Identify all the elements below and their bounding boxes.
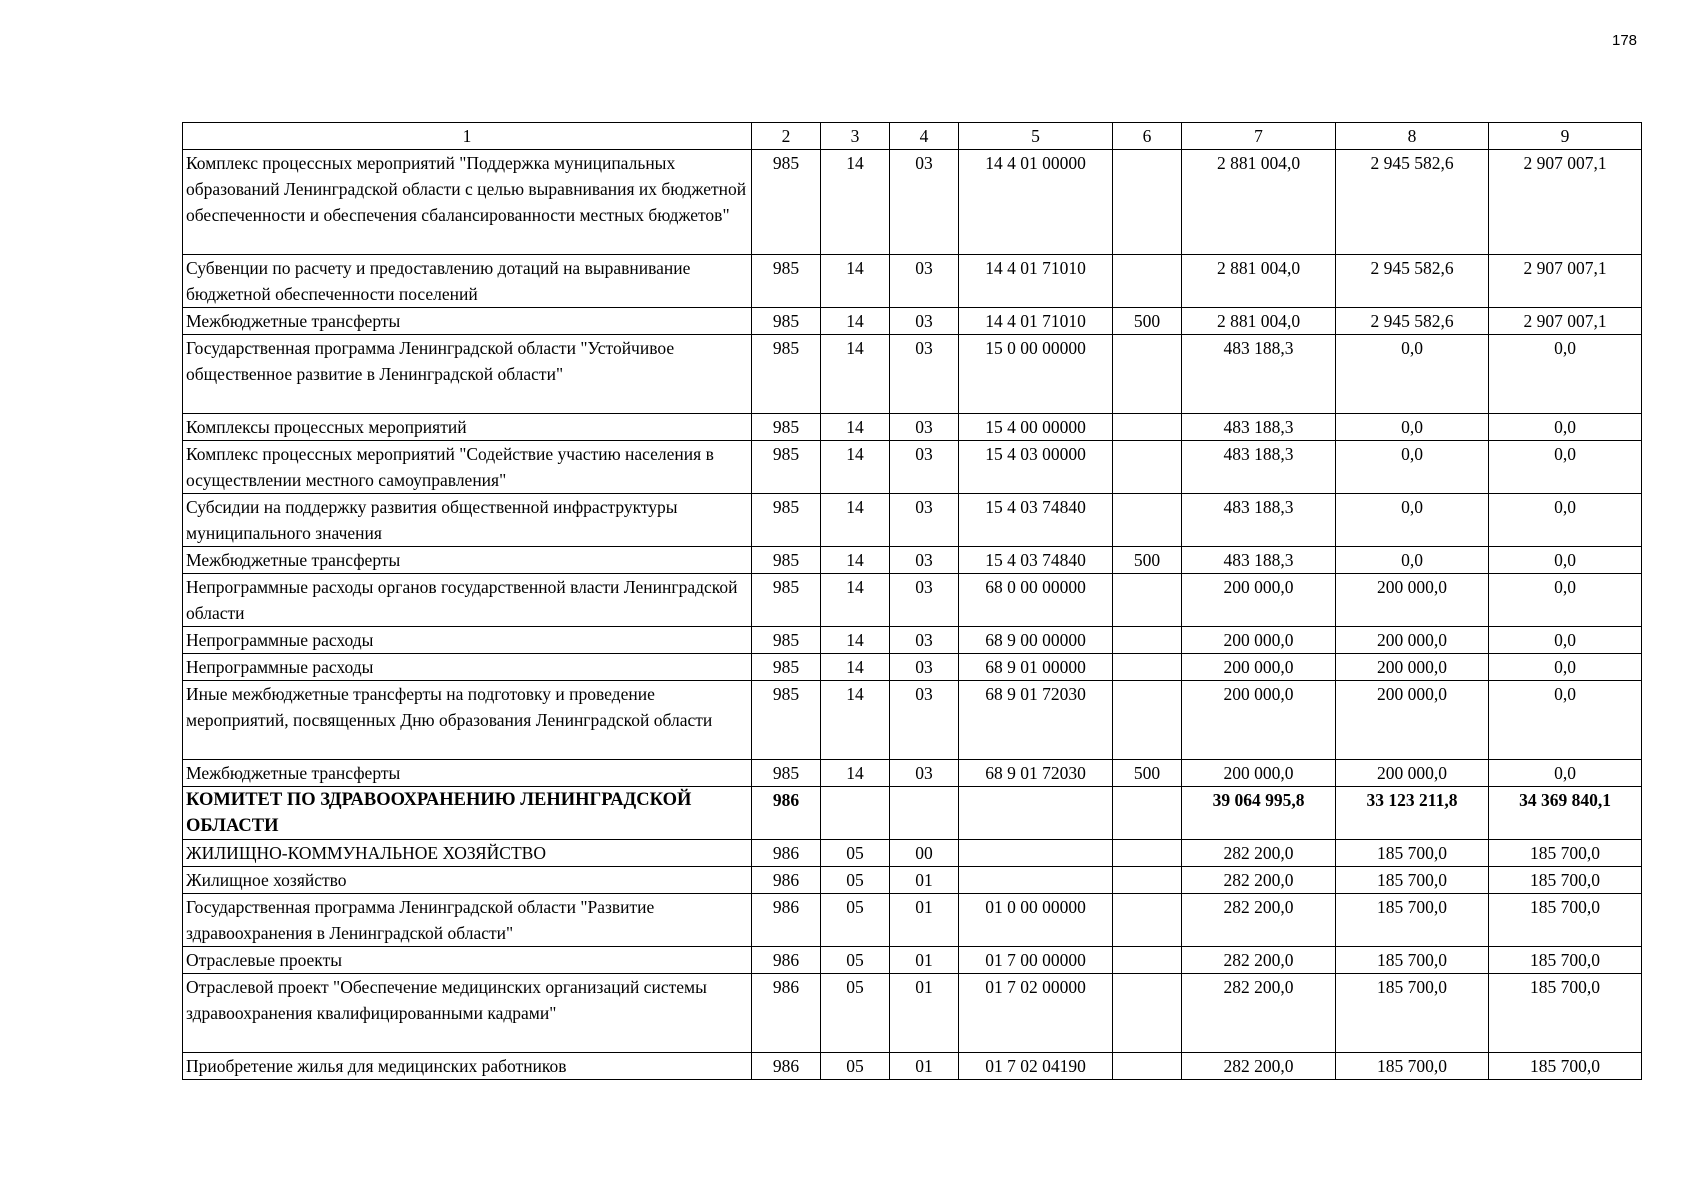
amount-8-cell: 185 700,0 — [1336, 867, 1489, 894]
code-4-cell: 03 — [890, 150, 959, 255]
row-label-cell: Непрограммные расходы — [183, 627, 752, 654]
row-label-cell: Комплекс процессных мероприятий "Содействие участию населения в осуществлении местного самоуправления" — [183, 441, 752, 494]
amount-9-cell: 185 700,0 — [1489, 974, 1642, 1053]
code-2-cell: 986 — [752, 867, 821, 894]
code-6-cell — [1113, 255, 1182, 308]
code-4-cell: 01 — [890, 974, 959, 1053]
table-row — [183, 760, 1642, 787]
code-3-cell: 14 — [821, 681, 890, 760]
code-5-cell: 01 7 02 04190 — [959, 1053, 1113, 1080]
code-6-cell — [1113, 654, 1182, 681]
code-2-cell: 986 — [752, 947, 821, 974]
amount-7-cell: 2 881 004,0 — [1182, 308, 1336, 335]
code-3-cell: 05 — [821, 974, 890, 1053]
code-6-cell: 500 — [1113, 308, 1182, 335]
amount-7-cell: 200 000,0 — [1182, 627, 1336, 654]
table-row — [183, 681, 1642, 760]
code-3-cell: 14 — [821, 760, 890, 787]
amount-7-cell: 2 881 004,0 — [1182, 150, 1336, 255]
row-label-cell: Субвенции по расчету и предоставлению дотаций на выравнивание бюджетной обеспеченности поселений — [183, 255, 752, 308]
budget-table — [182, 122, 1642, 1080]
code-5-cell: 15 4 03 74840 — [959, 494, 1113, 547]
code-6-cell — [1113, 335, 1182, 414]
amount-8-cell: 0,0 — [1336, 414, 1489, 441]
amount-9-cell: 0,0 — [1489, 574, 1642, 627]
code-6-cell — [1113, 627, 1182, 654]
code-6-cell — [1113, 787, 1182, 840]
code-4-cell: 03 — [890, 574, 959, 627]
row-label-cell: Государственная программа Ленинградской области "Развитие здравоохранения в Ленинградской области" — [183, 894, 752, 947]
amount-8-cell: 2 945 582,6 — [1336, 150, 1489, 255]
column-header: 4 — [890, 123, 959, 150]
code-3-cell: 14 — [821, 627, 890, 654]
code-5-cell: 14 4 01 71010 — [959, 255, 1113, 308]
amount-9-cell: 2 907 007,1 — [1489, 308, 1642, 335]
amount-8-cell: 185 700,0 — [1336, 974, 1489, 1053]
code-6-cell — [1113, 1053, 1182, 1080]
code-2-cell: 985 — [752, 335, 821, 414]
code-5-cell: 14 4 01 71010 — [959, 308, 1113, 335]
code-4-cell: 03 — [890, 494, 959, 547]
row-label-cell: Комплекс процессных мероприятий "Поддержка муниципальных образований Ленинградской области с целью выравнивания их бюджетной обеспеченности и обеспечения сбалансированности местных бюджетов" — [183, 150, 752, 255]
table-row — [183, 840, 1642, 867]
row-label-cell: Отраслевые проекты — [183, 947, 752, 974]
table-body — [183, 150, 1642, 1080]
code-5-cell: 01 0 00 00000 — [959, 894, 1113, 947]
amount-7-cell: 39 064 995,8 — [1182, 787, 1336, 840]
amount-7-cell: 282 200,0 — [1182, 840, 1336, 867]
row-label-cell: Приобретение жилья для медицинских работников — [183, 1053, 752, 1080]
row-label-cell: Государственная программа Ленинградской области "Устойчивое общественное развитие в Ленинградской области" — [183, 335, 752, 414]
amount-9-cell: 0,0 — [1489, 627, 1642, 654]
amount-9-cell: 0,0 — [1489, 654, 1642, 681]
code-6-cell — [1113, 441, 1182, 494]
amount-9-cell: 0,0 — [1489, 441, 1642, 494]
code-5-cell: 01 7 00 00000 — [959, 947, 1113, 974]
amount-7-cell: 2 881 004,0 — [1182, 255, 1336, 308]
table-row — [183, 547, 1642, 574]
amount-8-cell: 200 000,0 — [1336, 760, 1489, 787]
table-row — [183, 308, 1642, 335]
code-2-cell: 985 — [752, 760, 821, 787]
amount-7-cell: 200 000,0 — [1182, 654, 1336, 681]
code-2-cell: 986 — [752, 894, 821, 947]
amount-8-cell: 200 000,0 — [1336, 627, 1489, 654]
code-4-cell: 01 — [890, 947, 959, 974]
code-5-cell — [959, 840, 1113, 867]
code-3-cell: 14 — [821, 574, 890, 627]
table-row — [183, 867, 1642, 894]
code-4-cell: 03 — [890, 760, 959, 787]
amount-7-cell: 282 200,0 — [1182, 867, 1336, 894]
code-6-cell — [1113, 947, 1182, 974]
code-5-cell — [959, 867, 1113, 894]
amount-7-cell: 483 188,3 — [1182, 335, 1336, 414]
code-5-cell: 68 9 00 00000 — [959, 627, 1113, 654]
code-3-cell: 14 — [821, 547, 890, 574]
amount-8-cell: 0,0 — [1336, 335, 1489, 414]
amount-9-cell: 0,0 — [1489, 414, 1642, 441]
amount-9-cell: 2 907 007,1 — [1489, 255, 1642, 308]
amount-7-cell: 282 200,0 — [1182, 974, 1336, 1053]
amount-9-cell: 185 700,0 — [1489, 894, 1642, 947]
table-row — [183, 441, 1642, 494]
code-5-cell: 15 4 03 00000 — [959, 441, 1113, 494]
code-2-cell: 985 — [752, 627, 821, 654]
amount-9-cell: 0,0 — [1489, 547, 1642, 574]
code-3-cell: 14 — [821, 335, 890, 414]
code-6-cell — [1113, 894, 1182, 947]
amount-8-cell: 200 000,0 — [1336, 654, 1489, 681]
table-row — [183, 335, 1642, 414]
table-row — [183, 414, 1642, 441]
code-4-cell: 03 — [890, 335, 959, 414]
code-6-cell — [1113, 574, 1182, 627]
page-number: 178 — [1612, 32, 1638, 49]
code-4-cell: 03 — [890, 547, 959, 574]
code-5-cell: 68 9 01 72030 — [959, 760, 1113, 787]
code-4-cell: 03 — [890, 308, 959, 335]
code-6-cell — [1113, 150, 1182, 255]
amount-8-cell: 0,0 — [1336, 441, 1489, 494]
amount-8-cell: 185 700,0 — [1336, 894, 1489, 947]
code-3-cell: 14 — [821, 414, 890, 441]
code-2-cell: 986 — [752, 787, 821, 840]
table-row — [183, 787, 1642, 840]
code-3-cell: 05 — [821, 1053, 890, 1080]
amount-9-cell: 2 907 007,1 — [1489, 150, 1642, 255]
amount-7-cell: 200 000,0 — [1182, 681, 1336, 760]
row-label-cell: КОМИТЕТ ПО ЗДРАВООХРАНЕНИЮ ЛЕНИНГРАДСКОЙ ОБЛАСТИ — [183, 787, 752, 840]
code-2-cell: 985 — [752, 494, 821, 547]
amount-7-cell: 483 188,3 — [1182, 414, 1336, 441]
code-4-cell: 03 — [890, 255, 959, 308]
code-5-cell: 68 9 01 72030 — [959, 681, 1113, 760]
row-label-cell: Межбюджетные трансферты — [183, 308, 752, 335]
amount-8-cell: 2 945 582,6 — [1336, 308, 1489, 335]
row-label-cell: Субсидии на поддержку развития общественной инфраструктуры муниципального значения — [183, 494, 752, 547]
amount-9-cell: 0,0 — [1489, 494, 1642, 547]
amount-9-cell: 185 700,0 — [1489, 840, 1642, 867]
table-row — [183, 1053, 1642, 1080]
code-6-cell — [1113, 414, 1182, 441]
code-4-cell — [890, 787, 959, 840]
amount-9-cell: 185 700,0 — [1489, 1053, 1642, 1080]
code-2-cell: 985 — [752, 547, 821, 574]
code-4-cell: 03 — [890, 654, 959, 681]
column-header: 9 — [1489, 123, 1642, 150]
code-4-cell: 03 — [890, 681, 959, 760]
column-header: 3 — [821, 123, 890, 150]
table-row — [183, 654, 1642, 681]
table-row — [183, 974, 1642, 1053]
table-row — [183, 574, 1642, 627]
column-header: 6 — [1113, 123, 1182, 150]
amount-7-cell: 282 200,0 — [1182, 947, 1336, 974]
amount-9-cell: 0,0 — [1489, 681, 1642, 760]
code-5-cell — [959, 787, 1113, 840]
amount-7-cell: 282 200,0 — [1182, 894, 1336, 947]
header-row — [183, 123, 1642, 150]
code-3-cell: 05 — [821, 867, 890, 894]
code-3-cell: 14 — [821, 441, 890, 494]
code-2-cell: 985 — [752, 255, 821, 308]
code-5-cell: 68 0 00 00000 — [959, 574, 1113, 627]
code-3-cell: 05 — [821, 840, 890, 867]
code-2-cell: 986 — [752, 1053, 821, 1080]
code-5-cell: 15 0 00 00000 — [959, 335, 1113, 414]
code-4-cell: 01 — [890, 867, 959, 894]
amount-9-cell: 0,0 — [1489, 760, 1642, 787]
code-6-cell: 500 — [1113, 547, 1182, 574]
table-row — [183, 494, 1642, 547]
table-row — [183, 255, 1642, 308]
amount-9-cell: 185 700,0 — [1489, 947, 1642, 974]
code-2-cell: 985 — [752, 574, 821, 627]
row-label-cell: Непрограммные расходы органов государственной власти Ленинградской области — [183, 574, 752, 627]
amount-9-cell: 185 700,0 — [1489, 867, 1642, 894]
code-4-cell: 00 — [890, 840, 959, 867]
code-3-cell: 14 — [821, 654, 890, 681]
amount-7-cell: 483 188,3 — [1182, 494, 1336, 547]
code-6-cell — [1113, 867, 1182, 894]
code-2-cell: 985 — [752, 150, 821, 255]
table-row — [183, 947, 1642, 974]
amount-8-cell: 0,0 — [1336, 547, 1489, 574]
row-label-cell: Межбюджетные трансферты — [183, 760, 752, 787]
code-2-cell: 986 — [752, 974, 821, 1053]
row-label-cell: Комплексы процессных мероприятий — [183, 414, 752, 441]
code-6-cell — [1113, 494, 1182, 547]
amount-8-cell: 33 123 211,8 — [1336, 787, 1489, 840]
code-2-cell: 985 — [752, 654, 821, 681]
code-5-cell: 15 4 00 00000 — [959, 414, 1113, 441]
table-row — [183, 150, 1642, 255]
amount-8-cell: 0,0 — [1336, 494, 1489, 547]
column-header: 2 — [752, 123, 821, 150]
table-row — [183, 894, 1642, 947]
amount-8-cell: 185 700,0 — [1336, 1053, 1489, 1080]
column-header: 5 — [959, 123, 1113, 150]
amount-7-cell: 483 188,3 — [1182, 441, 1336, 494]
table-row — [183, 627, 1642, 654]
row-label-cell: Непрограммные расходы — [183, 654, 752, 681]
code-2-cell: 985 — [752, 414, 821, 441]
code-3-cell: 05 — [821, 894, 890, 947]
column-header: 7 — [1182, 123, 1336, 150]
amount-7-cell: 200 000,0 — [1182, 574, 1336, 627]
code-2-cell: 985 — [752, 441, 821, 494]
amount-7-cell: 483 188,3 — [1182, 547, 1336, 574]
row-label-cell: Межбюджетные трансферты — [183, 547, 752, 574]
amount-7-cell: 200 000,0 — [1182, 760, 1336, 787]
amount-8-cell: 185 700,0 — [1336, 947, 1489, 974]
code-4-cell: 03 — [890, 627, 959, 654]
code-3-cell: 05 — [821, 947, 890, 974]
row-label-cell: Жилищное хозяйство — [183, 867, 752, 894]
amount-8-cell: 185 700,0 — [1336, 840, 1489, 867]
column-header: 1 — [183, 123, 752, 150]
row-label-cell: Отраслевой проект "Обеспечение медицинских организаций системы здравоохранения квалифицированными кадрами" — [183, 974, 752, 1053]
code-3-cell: 14 — [821, 494, 890, 547]
amount-8-cell: 200 000,0 — [1336, 574, 1489, 627]
code-5-cell: 01 7 02 00000 — [959, 974, 1113, 1053]
row-label-cell: Иные межбюджетные трансферты на подготовку и проведение мероприятий, посвященных Дню образования Ленинградской области — [183, 681, 752, 760]
row-label-cell: ЖИЛИЩНО-КОММУНАЛЬНОЕ ХОЗЯЙСТВО — [183, 840, 752, 867]
code-2-cell: 985 — [752, 308, 821, 335]
amount-8-cell: 2 945 582,6 — [1336, 255, 1489, 308]
amount-9-cell: 0,0 — [1489, 335, 1642, 414]
code-2-cell: 985 — [752, 681, 821, 760]
code-3-cell: 14 — [821, 150, 890, 255]
amount-8-cell: 200 000,0 — [1336, 681, 1489, 760]
code-4-cell: 01 — [890, 894, 959, 947]
code-6-cell — [1113, 681, 1182, 760]
code-6-cell — [1113, 840, 1182, 867]
code-2-cell: 986 — [752, 840, 821, 867]
code-4-cell: 03 — [890, 441, 959, 494]
code-3-cell: 14 — [821, 308, 890, 335]
amount-9-cell: 34 369 840,1 — [1489, 787, 1642, 840]
code-5-cell: 15 4 03 74840 — [959, 547, 1113, 574]
code-6-cell — [1113, 974, 1182, 1053]
code-5-cell: 68 9 01 00000 — [959, 654, 1113, 681]
code-6-cell: 500 — [1113, 760, 1182, 787]
code-4-cell: 03 — [890, 414, 959, 441]
column-header: 8 — [1336, 123, 1489, 150]
code-3-cell — [821, 787, 890, 840]
code-5-cell: 14 4 01 00000 — [959, 150, 1113, 255]
amount-7-cell: 282 200,0 — [1182, 1053, 1336, 1080]
code-3-cell: 14 — [821, 255, 890, 308]
code-4-cell: 01 — [890, 1053, 959, 1080]
